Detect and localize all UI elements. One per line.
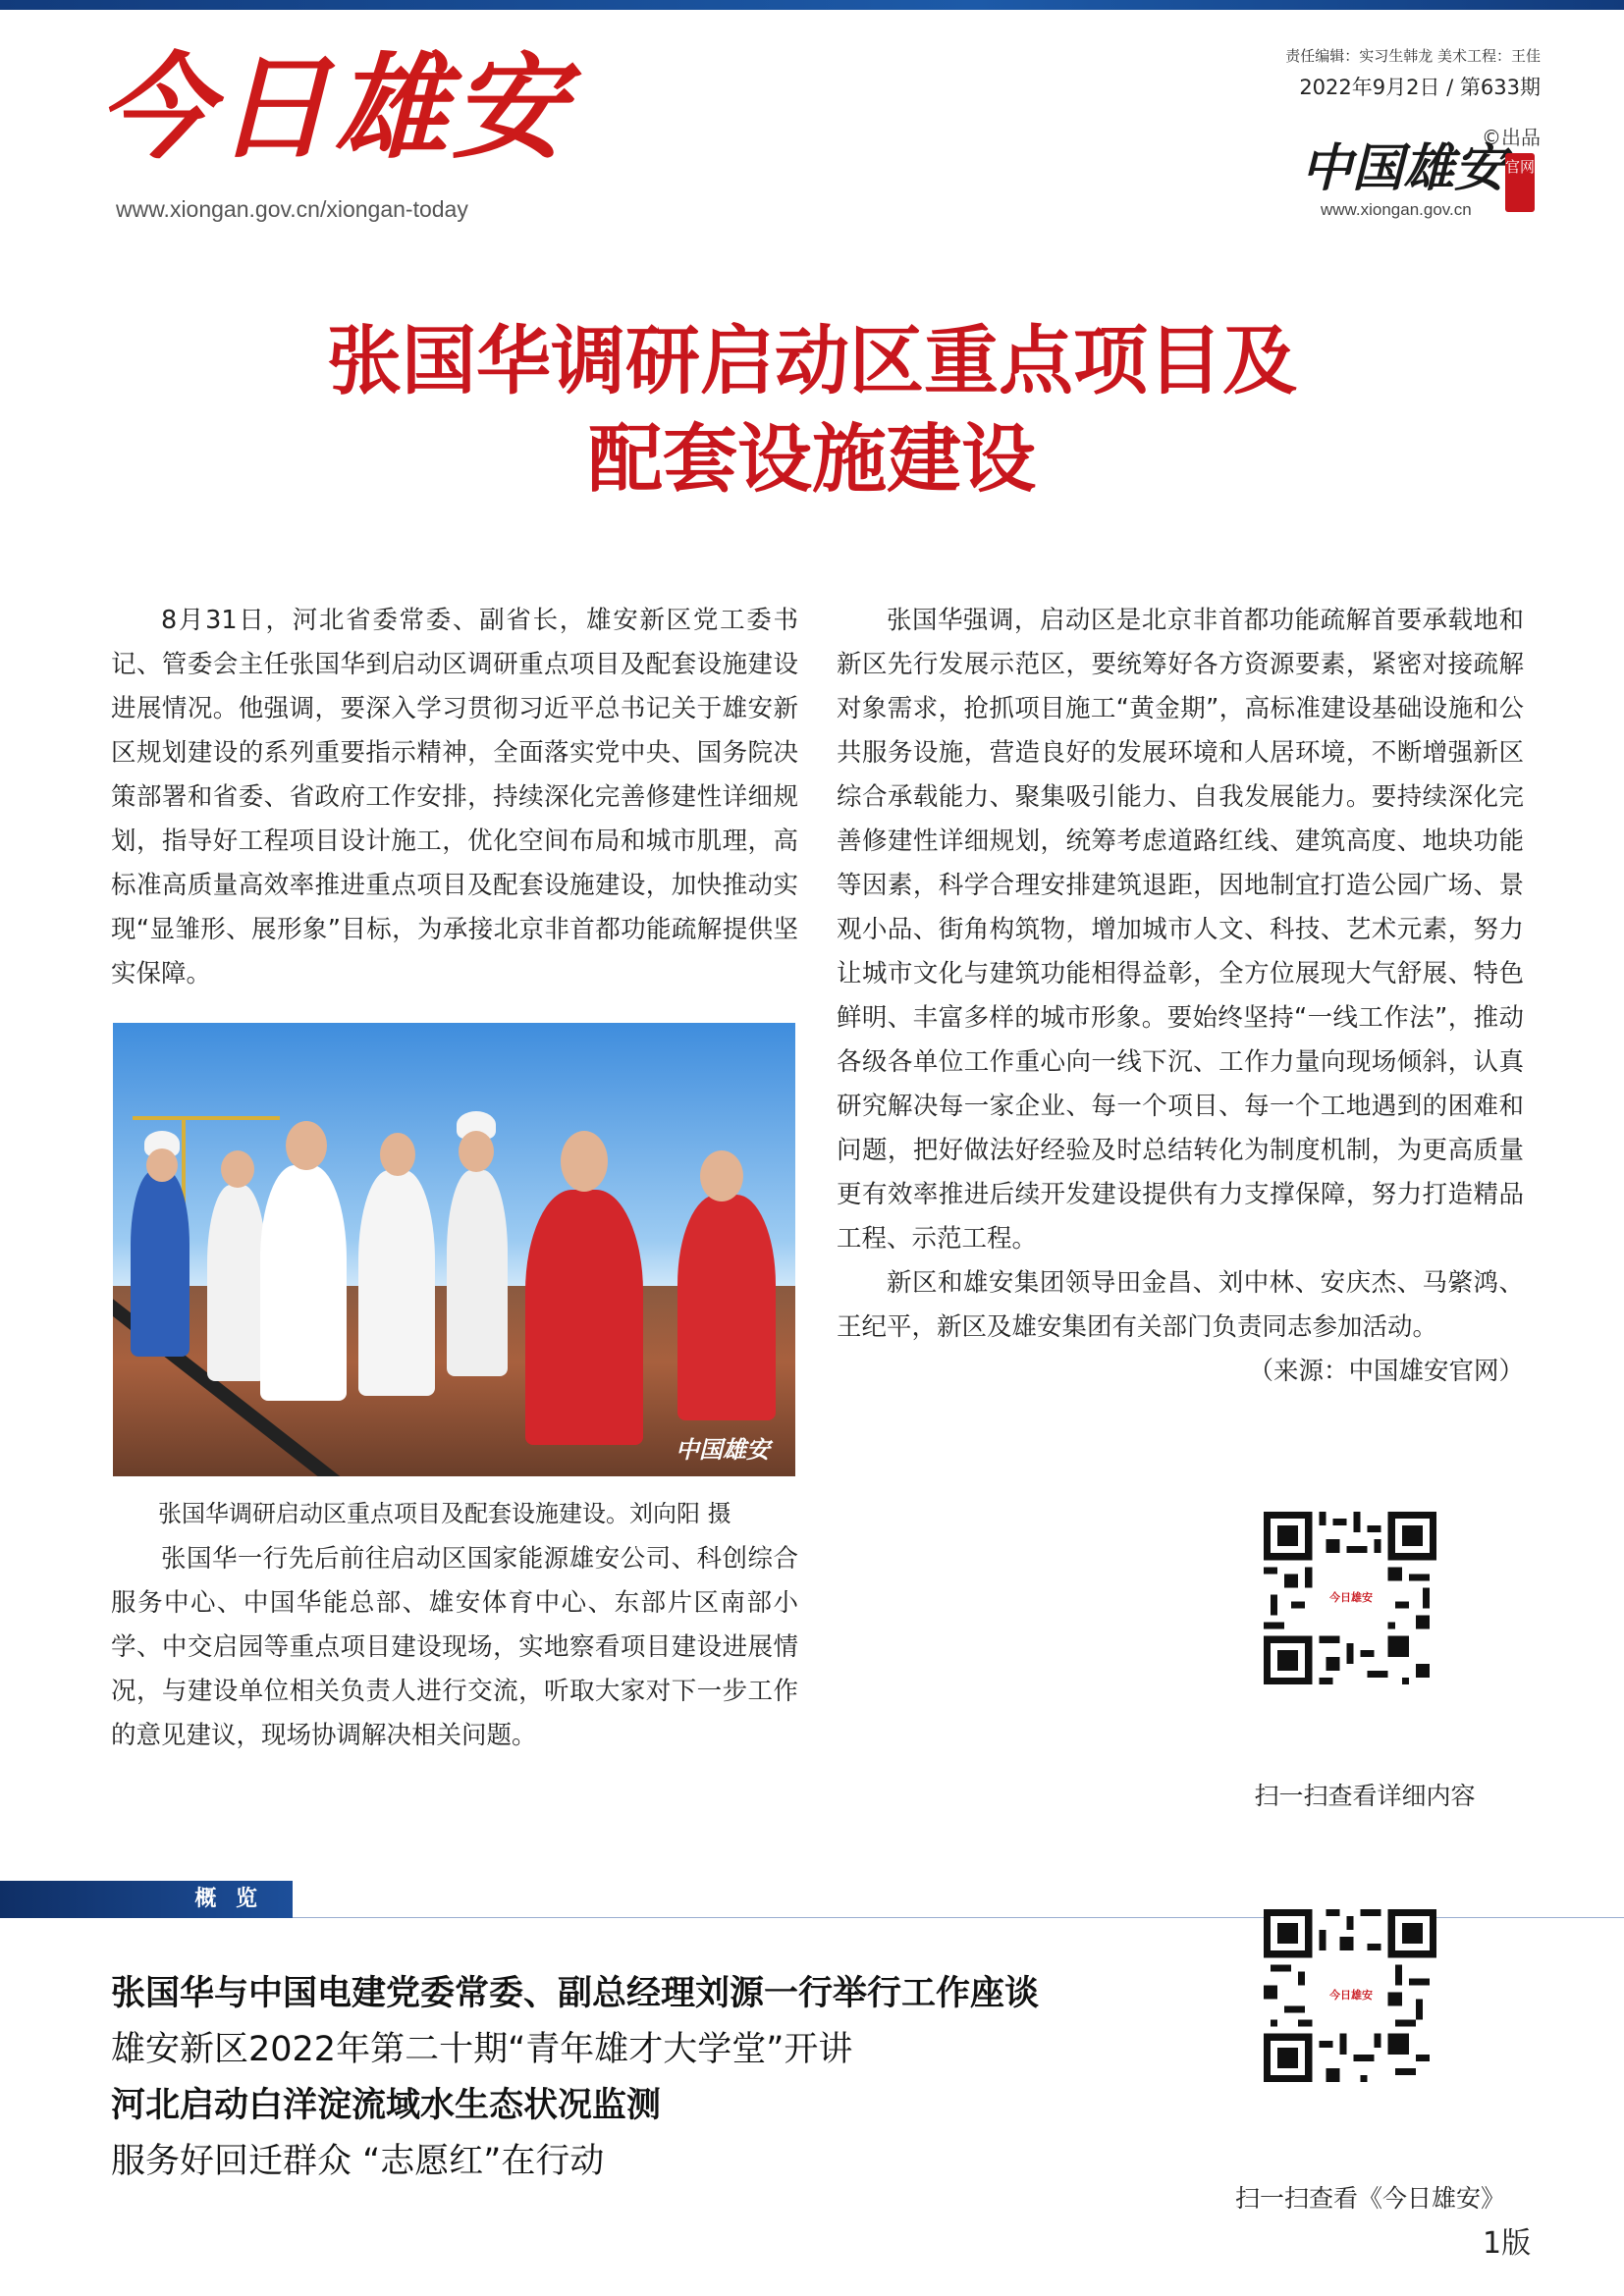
qr-code-issue[interactable] bbox=[1264, 1909, 1436, 2082]
overview-item[interactable]: 张国华与中国电建党委常委、副总经理刘源一行举行工作座谈 bbox=[111, 1974, 1040, 2013]
publisher-logo: 中国雄安 bbox=[1301, 138, 1506, 198]
section-label-overview: 概 览 bbox=[0, 1881, 293, 1918]
qr-code-detail[interactable] bbox=[1264, 1512, 1436, 1684]
headline bbox=[0, 312, 1624, 508]
issue-date: 2022年9月2日 / 第633期 bbox=[1299, 76, 1541, 99]
article-column-left-lower bbox=[111, 1537, 798, 1758]
page-number: 1版 bbox=[1483, 2226, 1532, 2261]
overview-item[interactable]: 雄安新区2022年第二十期“青年雄才大学堂”开讲 bbox=[111, 2030, 853, 2069]
overview-item[interactable]: 服务好回迁群众 “志愿红”在行动 bbox=[111, 2142, 605, 2181]
headline-line-2: 配套设施建设 bbox=[588, 415, 1036, 503]
editors-credit: 责任编辑：实习生韩龙 美术工程：王佳 bbox=[1285, 47, 1541, 65]
qr-label-detail: 扫一扫查看详细内容 bbox=[1254, 1782, 1476, 1810]
headline-line-1: 张国华调研启动区重点项目及 bbox=[327, 317, 1297, 404]
article-paragraph-4: 新区和雄安集团领导田金昌、刘中林、安庆杰、马綮鸿、王纪平，新区及雄安集团有关部门负责同志参加活动。 bbox=[837, 1268, 1524, 1342]
qr-center-logo: 今日雄安 bbox=[1325, 1586, 1378, 1610]
masthead-url[interactable]: www.xiongan.gov.cn/xiongan-today bbox=[116, 196, 468, 222]
article-paragraph-3: 张国华强调，启动区是北京非首都功能疏解首要承载地和新区先行发展示范区，要统筹好各方资源要素，紧密对接疏解对象需求，抢抓项目施工“黄金期”，高标准建设基础设施和公共服务设施，营造良好的发展环境和人居环境，不断增强新区综合承载能力、聚集吸引能力、自我发展能力。要持续深化完善修建性详细规划，统筹考虑道路红线、建筑高度、地块功能等因素，科学合理安排建筑退距，因地制宜打造公园广场、景观小品、街角构筑物，增加城市人文、科技、艺术元素，努力让城市文化与建筑功能相得益彰，全方位展现大气舒展、特色鲜明、丰富多样的城市形象。要始终坚持“一线工作法”，推动各级各单位工作重心向一线下沉、工作力量向现场倾斜，认真研究解决每一家企业、每一个项目、每一个工地遇到的困难和问题，把好做法好经验及时总结转化为制度机制，为更高质量更有效率推进后续开发建设提供有力支撑保障，努力打造精品工程、示范工程。 bbox=[837, 606, 1524, 1254]
article-column-left bbox=[111, 599, 798, 996]
publisher-url[interactable]: www.xiongan.gov.cn bbox=[1321, 200, 1472, 219]
article-column-right bbox=[837, 599, 1524, 1394]
overview-list bbox=[111, 1966, 1240, 2190]
article-photo bbox=[113, 1023, 795, 1476]
publisher-seal: 官网 bbox=[1505, 153, 1535, 212]
article-source: （来源：中国雄安官网） bbox=[1248, 1357, 1524, 1386]
qr-label-issue: 扫一扫查看《今日雄安》 bbox=[1235, 2184, 1506, 2213]
article-paragraph-1: 8月31日，河北省委常委、副省长，雄安新区党工委书记、管委会主任张国华到启动区调研重点项目及配套设施建设进展情况。他强调，要深入学习贯彻习近平总书记关于雄安新区规划建设的系列重要指示精神，全面落实党中央、国务院决策部署和省委、省政府工作安排，持续深化完善修建性详细规划，指导好工程项目设计施工，优化空间布局和城市肌理，高标准高质量高效率推进重点项目及配套设施建设，加快推动实现“显雏形、展形象”目标，为承接北京非首都功能疏解提供坚实保障。 bbox=[111, 606, 798, 988]
top-color-bar bbox=[0, 0, 1624, 10]
article-paragraph-2: 张国华一行先后前往启动区国家能源雄安公司、科创综合服务中心、中国华能总部、雄安体育中心、东部片区南部小学、中交启园等重点项目建设现场，实地察看项目建设进展情况，与建设单位相关负责人进行交流，听取大家对下一步工作的意见建议，现场协调解决相关问题。 bbox=[111, 1544, 798, 1750]
producer-label: ©出品 bbox=[1482, 126, 1541, 149]
overview-item[interactable]: 河北启动白洋淀流域水生态状况监测 bbox=[111, 2086, 662, 2125]
qr-center-logo: 今日雄安 bbox=[1325, 1984, 1378, 2007]
photo-caption: 张国华调研启动区重点项目及配套设施建设。刘向阳 摄 bbox=[158, 1500, 731, 1527]
issue-meta bbox=[1285, 45, 1541, 101]
masthead-title: 今日雄安 bbox=[98, 41, 569, 175]
photo-watermark: 中国雄安 bbox=[676, 1435, 770, 1464]
